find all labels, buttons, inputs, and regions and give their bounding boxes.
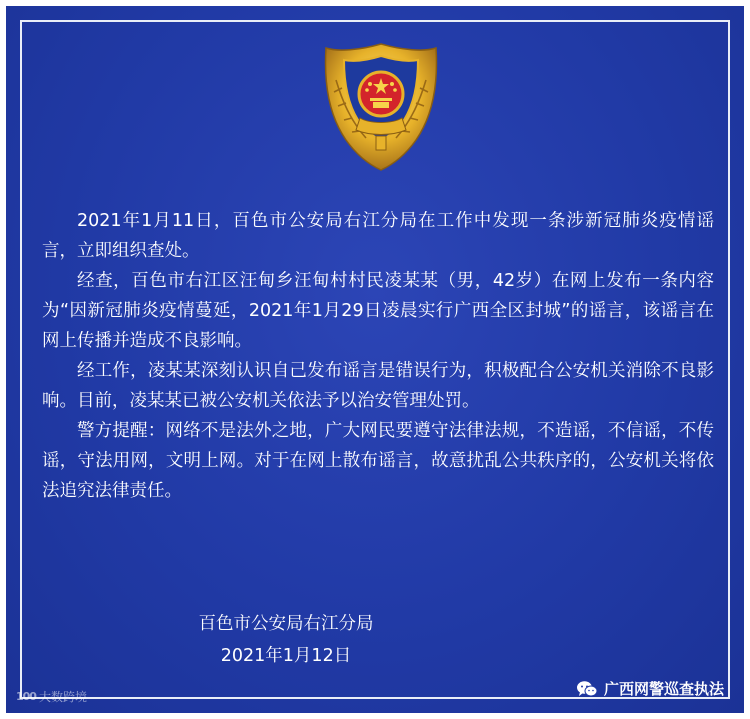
account-name: 广西网警巡查执法 [603,680,724,698]
signature: 百色市公安局右江分局 [198,614,374,634]
signature-date: 2021年1月12日 [220,646,352,666]
paragraph-1: 2021年1月11日，百色市公安局右江分局在工作中发现一条涉新冠肺炎疫情谣言，立即组织查处。 [42,211,714,261]
paragraph-3: 经工作，凌某某深刻认识自己发布谣言是错误行为，积极配合公安机关消除不良影响。目前，凌某某已被公安机关依法予以治安管理处罚。 [42,361,714,411]
paragraph-4: 警方提醒：网络不是法外之地，广大网民要遵守法律法规，不造谣，不信谣，不传谣，守法用网，文明上网。对于在网上散布谣言，故意扰乱公共秩序的，公安机关将依法追究法律责任。 [42,421,714,501]
account-watermark [576,678,724,699]
notice-poster [6,6,744,713]
police-emblem-icon [320,40,442,172]
corner-logo-text: 大数跨境 [38,690,87,704]
notice-body [42,206,714,506]
corner-logo [16,688,87,705]
paragraph-2: 经查，百色市右江区汪甸乡汪甸村村民凌某某（男，42岁）在网上发布一条内容为“因新冠肺炎疫情蔓延，2021年1月29日凌晨实行广西全区封城”的谣言，该谣言在网上传播并造成不良影响。 [42,271,714,351]
wechat-icon [576,680,598,698]
corner-logo-mark: 100 [16,690,36,703]
